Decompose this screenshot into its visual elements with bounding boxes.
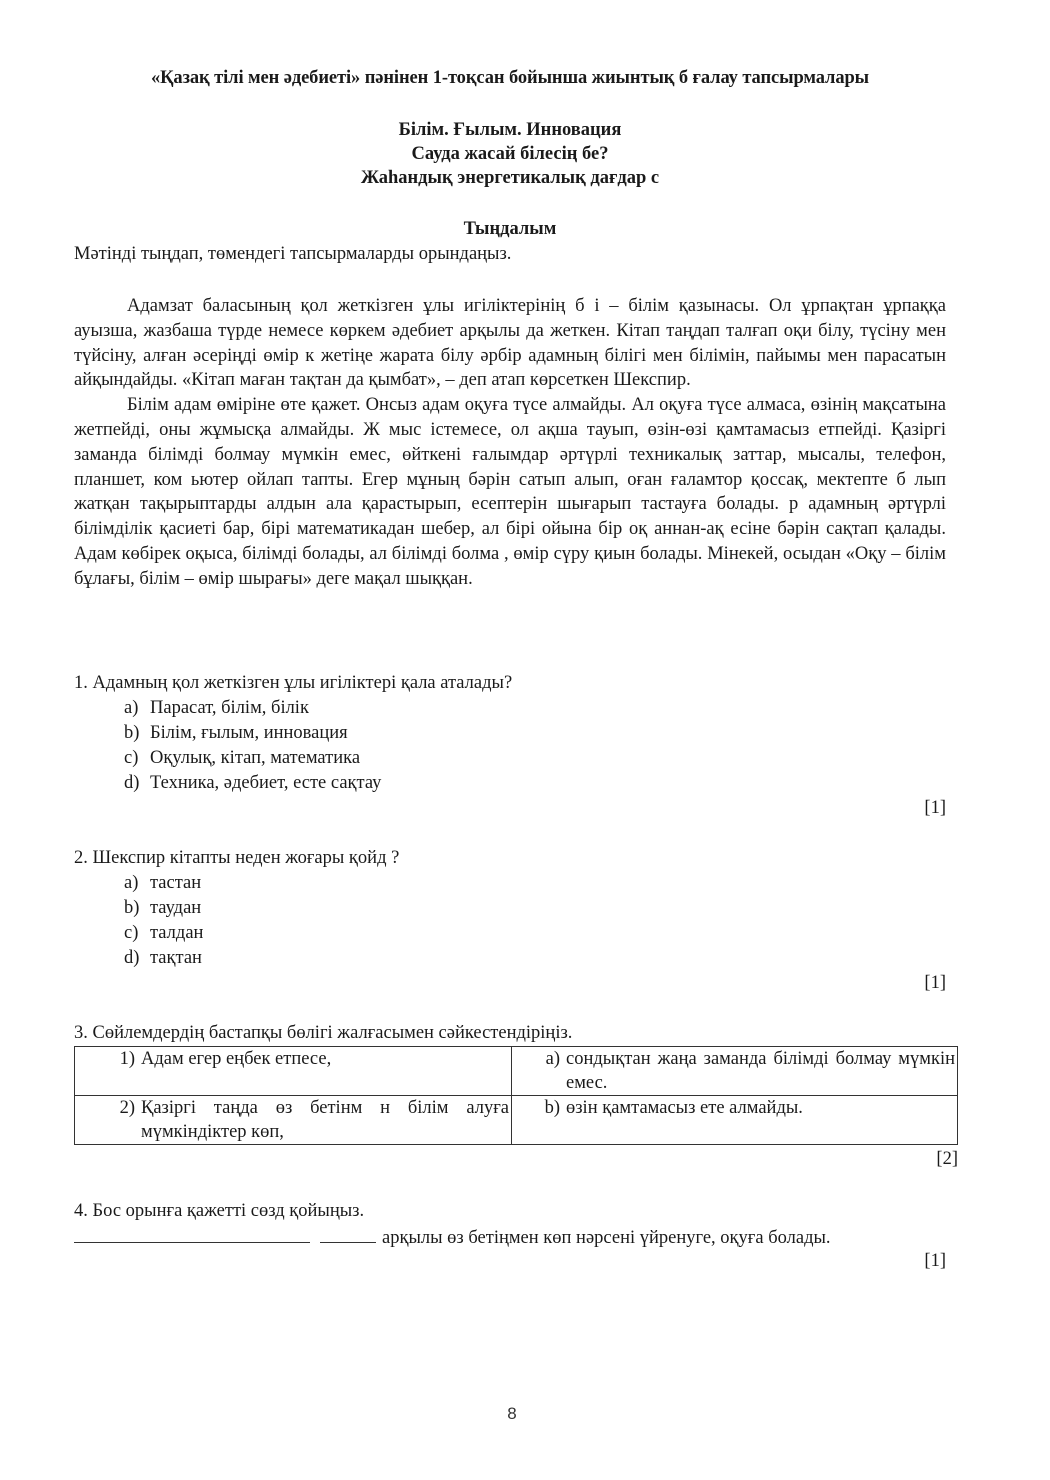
option-text: Оқулық, кітап, математика — [150, 748, 361, 768]
score-marker: [1] — [924, 798, 946, 818]
answer-option[interactable] — [124, 896, 946, 921]
topic-title: Сауда жасай білесің бе? — [411, 144, 609, 164]
option-text: Техника, әдебиет, есте сақтау — [150, 773, 382, 793]
answer-blank[interactable] — [74, 1224, 310, 1243]
score-marker: [2] — [936, 1149, 958, 1169]
answer-option[interactable] — [124, 721, 946, 746]
passage-paragraph: Адамзат баласының қол жеткізген ұлы игіліктерінің б і – білім қазынасы. Ол ұрпақтан ұрпаққа ауызша, жазбаша түрде немесе көркем әдебиет арқылы да жеткен. Кітап таңдап талғап оқи білу, түсіну мен түйсіну, алған әсеріңді өмір к жетіңе жарата білу әрбір адамның білігі мен білімін, пайымы мен парасатын айқындайды. «Кітап маған тақтан да қымбат», – деп атап көрсеткен Шекспир. — [74, 296, 946, 391]
item-number: 2) — [119, 1098, 135, 1118]
item-text: өзін қамтамасыз ете алмайды. — [566, 1098, 803, 1118]
sentence-start-cell — [75, 1096, 512, 1145]
item-text: Адам егер еңбек етпесе, — [141, 1049, 332, 1069]
reading-passage — [74, 294, 946, 592]
answer-option[interactable] — [124, 771, 946, 796]
score-marker: [1] — [924, 1251, 946, 1271]
option-text: Білім, ғылым, инновация — [150, 723, 348, 743]
score-marker: [1] — [924, 973, 946, 993]
question-4 — [74, 1199, 946, 1271]
option-letter: d) — [124, 773, 140, 793]
question-text: 1. Адамның қол жеткізген ұлы игіліктері қала аталады? — [74, 673, 513, 693]
topic-title: Жаһандық энергетикалық дағдар с — [360, 168, 660, 188]
option-text: талдан — [150, 923, 204, 943]
option-letter: b) — [124, 898, 140, 918]
table-row — [75, 1047, 958, 1096]
answer-options — [74, 871, 946, 971]
question-1 — [74, 671, 946, 818]
option-letter: b) — [124, 723, 140, 743]
answer-blank[interactable] — [320, 1224, 376, 1243]
option-letter: d) — [124, 948, 140, 968]
option-letter: c) — [124, 923, 139, 943]
option-letter: a) — [124, 873, 139, 893]
document-heading: «Қазақ тілі мен әдебиеті» пәнінен 1-тоқсан бойынша жиынтық б ғалау тапсырмалары — [150, 68, 870, 88]
item-number: 1) — [119, 1049, 135, 1069]
sentence-tail: арқылы өз бетіңмен көп нәрсені үйренуге, оқуға болады. — [382, 1228, 831, 1248]
option-letter: a) — [124, 698, 139, 718]
answer-option[interactable] — [124, 921, 946, 946]
section-title: Тыңдалым — [463, 219, 557, 239]
option-text: тақтан — [150, 948, 202, 968]
item-letter: a) — [545, 1049, 560, 1069]
option-text: тастан — [150, 873, 202, 893]
answer-option[interactable] — [124, 871, 946, 896]
matching-table — [74, 1046, 958, 1145]
question-text: 3. Сөйлемдердің бастапқы бөлігі жалғасымен сәйкестендіріңіз. — [74, 1023, 573, 1043]
option-letter: c) — [124, 748, 139, 768]
topic-title: Білім. Ғылым. Инновация — [398, 120, 622, 140]
item-letter: b) — [544, 1098, 560, 1118]
option-text: таудан — [150, 898, 202, 918]
passage-paragraph: Білім адам өміріне өте қажет. Онсыз адам оқуға түсе алмайды. Ал оқуға түсе алмаса, өзінің мақсатына жетпейді, оны жұмысқа алмайды. Ж мыс істемесе, ол ақша тауып, өзін-өзі қамтамасыз етпейді. Қазіргі заманда білімді болмау мүмкін емес, өйткені ғалымдар әртүрлі техникалық заттар, мысалы, телефон, планшет, ком ьютер ойлап тапты. Егер мұның бәрін сатып алып, оған ғаламтор қоссақ, мектепте б лып жатқан тақырыптарды алдын ала қарастырып, есептерін шығарып тастауға болады. р адамның әртүрлі білімділік қасиеті бар, бірі математикадан шебер, ал бірі ойына бір оқ аннан-ақ есіне бәрін сақтап қалады. Адам көбірек оқыса, білімді болады, ал білімді болма , өмір сүру қиын болады. Мінекей, осыдан «Оқу – білім бұлағы, білім – өмір шырағы» деге мақал шыққан. — [74, 395, 946, 589]
question-2 — [74, 846, 946, 993]
item-text: сондықтан жаңа заманда білімді болмау мүмкін емес. — [566, 1049, 955, 1093]
answer-option[interactable] — [124, 746, 946, 771]
instruction-text: Мәтінді тыңдап, төмендегі тапсырмаларды орындаңыз. — [74, 244, 512, 264]
item-text: Қазіргі таңда өз бетінм н білім алуға мүмкіндіктер көп, — [141, 1098, 509, 1142]
answer-option[interactable] — [124, 696, 946, 721]
answer-option[interactable] — [124, 946, 946, 971]
topic-list — [74, 118, 946, 190]
question-text: 2. Шекспир кітапты неден жоғары қойд ? — [74, 848, 400, 868]
question-text: 4. Бос орынға қажетті сөзд қойыңыз. — [74, 1201, 365, 1221]
fill-in-sentence — [74, 1224, 946, 1251]
answer-options — [74, 696, 946, 796]
page-number: 8 — [507, 1404, 517, 1423]
question-3 — [74, 1021, 958, 1169]
sentence-end-cell — [512, 1096, 958, 1145]
table-row — [75, 1096, 958, 1145]
sentence-start-cell — [75, 1047, 512, 1096]
option-text: Парасат, білім, білік — [150, 698, 309, 718]
sentence-end-cell — [512, 1047, 958, 1096]
